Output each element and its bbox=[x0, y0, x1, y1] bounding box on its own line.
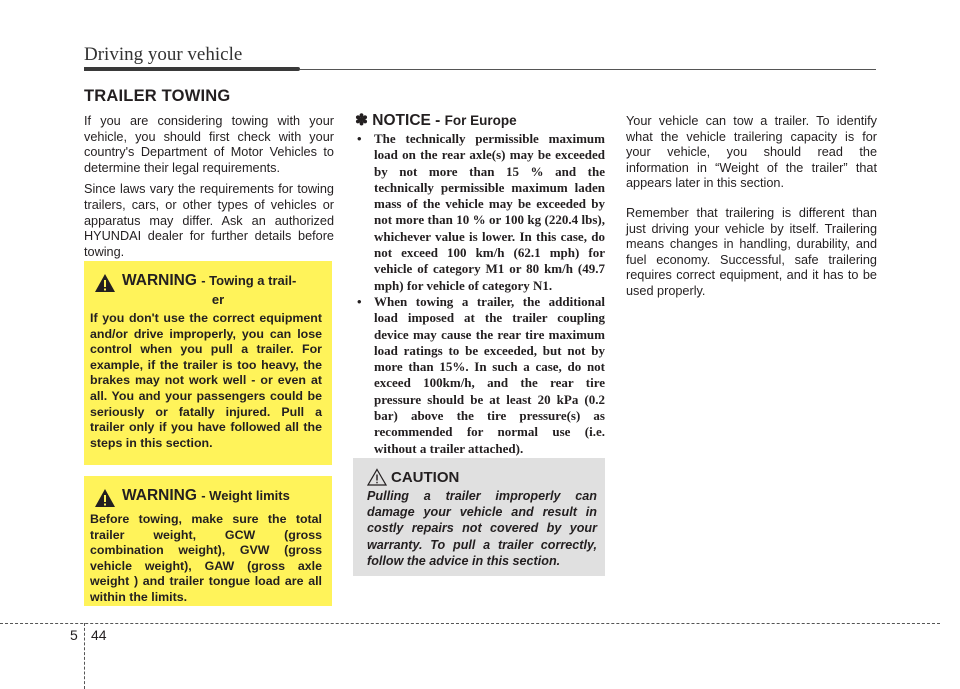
header-title: Driving your vehicle bbox=[84, 44, 243, 65]
notice-item-text: The technically permissible maximum load on the rear axle(s) may be exceeded by not more than 15 % and the technically permissible maximum laden mass of the vehicle may be exceeded by not more than 10 % or 100 kg (220.4 lbs), whichever value is lower. In this case, do not exceed 100 km/h (62.1 mph) for vehicle of category M1 or 80 km/h (49.7 mph) for vehicle of category N1. bbox=[374, 131, 605, 293]
caution-box bbox=[353, 458, 605, 576]
trailer-paragraph-2: Remember that trailering is different than just driving your vehicle by itself. Trailering means changes in handling, durability, and fuel economy. Successful, safe trailering requires correct equipment, and it has to be used properly. bbox=[626, 205, 877, 298]
footer-rule bbox=[0, 623, 940, 624]
notice-list bbox=[355, 131, 605, 457]
warning-subtitle: - Towing a trail- bbox=[201, 273, 297, 288]
intro-paragraph-2: Since laws vary the requirements for towing trailers, cars, or other types of vehicles or apparatus may differ. Ask an authorized HYUNDAI dealer for further details before towing. bbox=[84, 182, 334, 259]
warning-body: If you don't use the correct equipment and/or drive improperly, you can lose control when you pull a trailer. For example, if the trailer is too heavy, the brakes may not work well - or even at all. You and your passengers could be seriously or fatally injured. Pull a trailer only if you have followed all the steps in this section. bbox=[90, 311, 322, 450]
header-rule bbox=[300, 69, 876, 70]
caution-body: Pulling a trailer improperly can damage your vehicle and result in costly repairs not covered by your warranty. To pull a trailer correctly, follow the advice in this section. bbox=[367, 489, 597, 568]
notice-title bbox=[355, 111, 517, 130]
page-number: 44 bbox=[91, 627, 107, 643]
warning-label: WARNING bbox=[122, 487, 197, 504]
notice-item bbox=[355, 131, 605, 294]
warning-triangle-icon bbox=[94, 488, 116, 508]
bullet-icon: • bbox=[357, 293, 362, 309]
warning-subtitle: - Weight limits bbox=[201, 488, 290, 503]
warning-box-towing bbox=[84, 261, 332, 465]
notice-item-text: When towing a trailer, the additional load imposed at the trailer coupling device may cause the rear tire maximum load ratings to be exceeded, but not by more than 15%. In such a case, do not exceed 100km/h, and the rear tire pressure should be at least 20 kPa (0.2 bar) above the tire pressure(s) as recommended for normal use (i.e. without a trailer attached). bbox=[374, 293, 605, 456]
intro-paragraph-1: If you are considering towing with your vehicle, you should first check with your country's Department of Motor Vehicles to determine their legal requirements. bbox=[84, 114, 334, 175]
header-bar bbox=[84, 67, 300, 71]
notice-item bbox=[355, 294, 605, 457]
bullet-icon: • bbox=[357, 131, 362, 146]
trailer-paragraph-1: Your vehicle can tow a trailer. To identify what the vehicle trailering capacity is for your vehicle, you should read the information in “Weight of the trailer” that appears later in this section. bbox=[626, 114, 877, 191]
caution-label: CAUTION bbox=[391, 468, 460, 486]
footer-divider bbox=[84, 623, 85, 689]
trailer-info-column bbox=[626, 114, 877, 314]
intro-column bbox=[84, 114, 334, 266]
warning-label: WARNING bbox=[122, 272, 197, 289]
section-title: TRAILER TOWING bbox=[84, 87, 231, 105]
warning-triangle-icon bbox=[94, 273, 116, 293]
warning-box-weight bbox=[84, 476, 332, 606]
notice-label: ✽ NOTICE - bbox=[355, 112, 441, 129]
warning-subtitle-cont: er bbox=[211, 292, 225, 307]
warning-body: Before towing, make sure the total trailer weight, GCW (gross combination weight), GVW (gross vehicle weight), GAW (gross axle weight ) and trailer tongue load are all within the limits. bbox=[90, 512, 322, 604]
caution-triangle-icon bbox=[367, 468, 387, 486]
section-number: 5 bbox=[70, 627, 78, 643]
notice-subtitle: For Europe bbox=[444, 113, 517, 128]
